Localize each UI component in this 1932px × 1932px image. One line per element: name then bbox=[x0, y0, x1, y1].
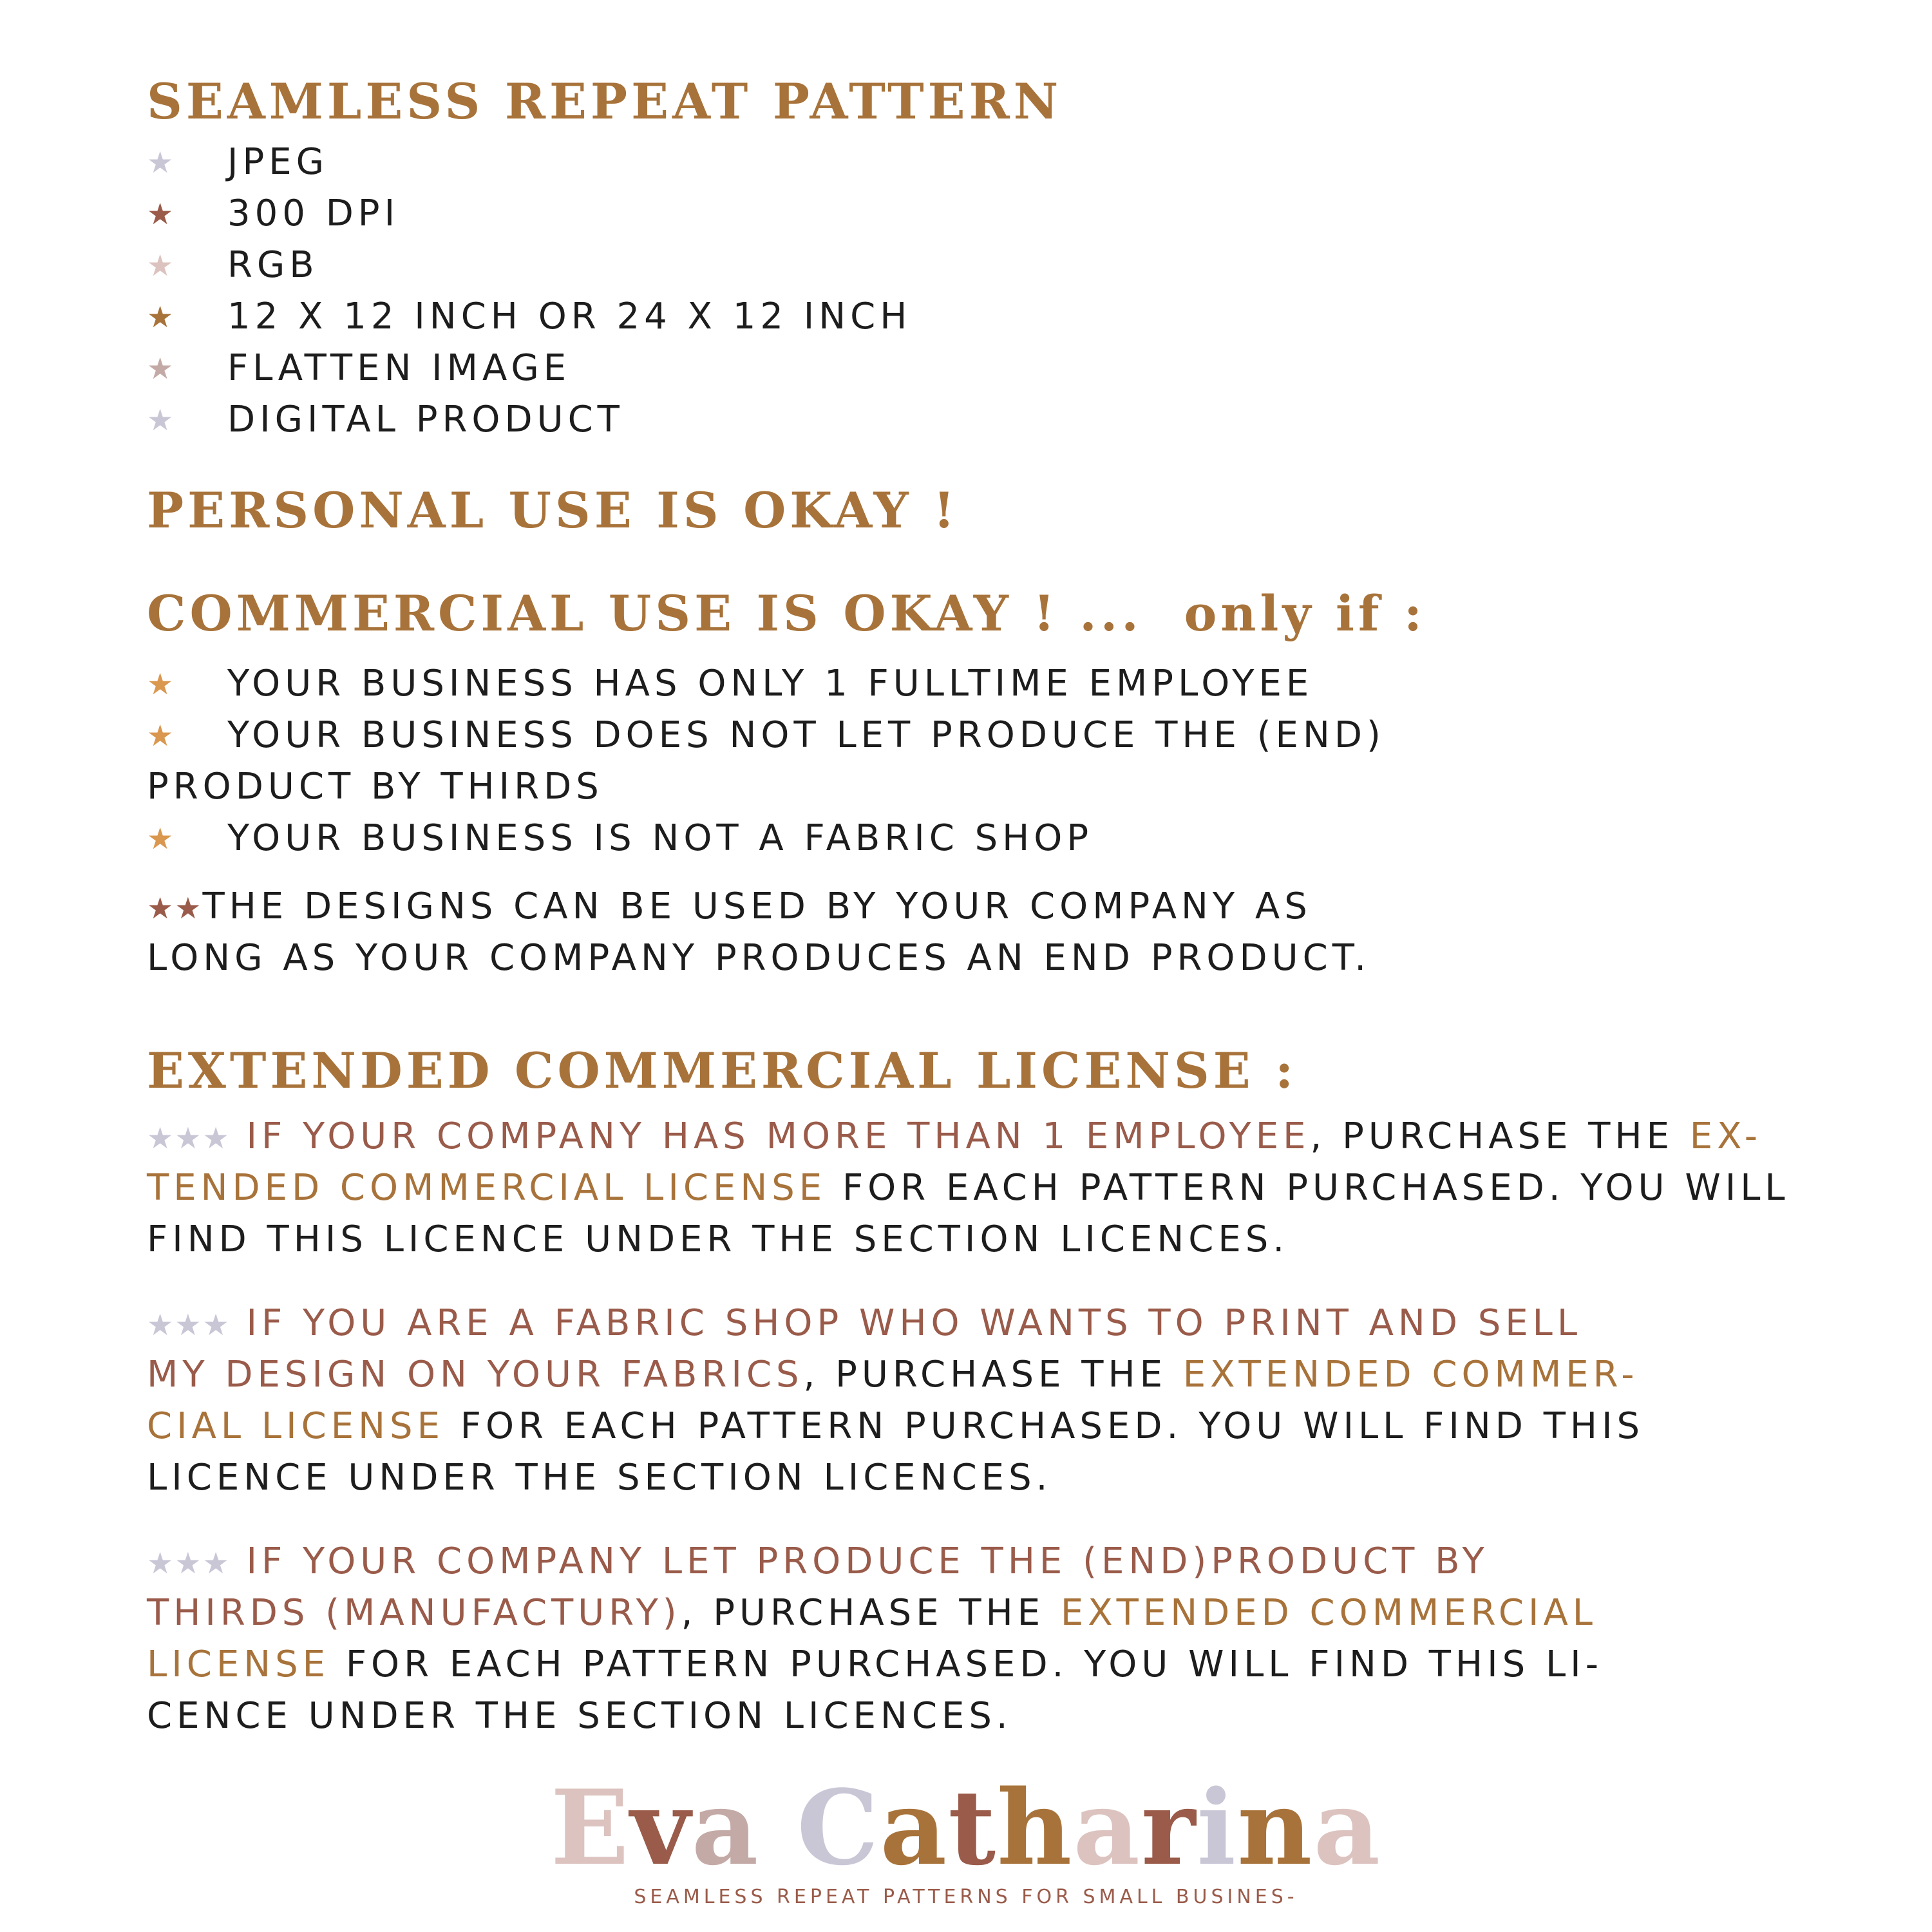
logo-tagline: SEAMLESS REPEAT PATTERNS FOR SMALL BUSINES- bbox=[634, 1886, 1298, 1908]
logo-letter: a bbox=[880, 1767, 949, 1888]
star-icon: ★ bbox=[147, 351, 174, 386]
extended-license-paragraph-2 bbox=[147, 1298, 1886, 1504]
logo-wordmark bbox=[0, 1767, 1932, 1888]
star-icon: ★ bbox=[147, 821, 174, 856]
note-line-2: LONG AS YOUR COMPANY PRODUCES AN END PRODUCT. bbox=[147, 937, 1371, 979]
logo-letter: i bbox=[1197, 1767, 1238, 1888]
star-icon: ★ bbox=[147, 248, 174, 283]
logo-letter: h bbox=[997, 1767, 1074, 1888]
spec-item-label: DIGITAL PRODUCT bbox=[227, 399, 624, 440]
spec-item bbox=[147, 291, 911, 343]
specs-list bbox=[147, 137, 911, 446]
logo-letter: E bbox=[550, 1767, 630, 1888]
logo-letter: a bbox=[1313, 1767, 1382, 1888]
extended-license-paragraph-1 bbox=[147, 1111, 1886, 1265]
star-icon: ★ bbox=[147, 299, 174, 334]
commercial-use-title: COMMERCIAL USE IS OKAY ! ... bbox=[147, 585, 1142, 642]
p3-line-1: ★★★ IF YOUR COMPANY LET PRODUCE THE (END)PRODUCT BY bbox=[147, 1540, 1489, 1582]
spec-item bbox=[147, 343, 911, 394]
condition-item bbox=[147, 658, 1385, 710]
license-info-page bbox=[147, 0, 1886, 1932]
p1-line-2: TENDED COMMERCIAL LICENSE FOR EACH PATTERN PURCHASED. YOU WILL bbox=[147, 1167, 1790, 1209]
brand-logo bbox=[0, 1767, 1932, 1908]
end-product-note bbox=[147, 881, 1886, 984]
logo-letter: a bbox=[691, 1767, 760, 1888]
p3-line-4: CENCE UNDER THE SECTION LICENCES. bbox=[147, 1695, 1012, 1737]
p2-line-2: MY DESIGN ON YOUR FABRICS, PURCHASE THE EXTENDED COMMER- bbox=[147, 1354, 1639, 1396]
logo-letter: n bbox=[1237, 1767, 1314, 1888]
condition-item bbox=[147, 761, 1385, 813]
logo-letter: r bbox=[1141, 1767, 1197, 1888]
spec-item bbox=[147, 394, 911, 446]
logo-letter: v bbox=[630, 1767, 692, 1888]
condition-label: YOUR BUSINESS HAS ONLY 1 FULLTIME EMPLOYEE bbox=[227, 663, 1314, 705]
personal-use-heading: PERSONAL USE IS OKAY ! bbox=[147, 482, 959, 539]
condition-label: YOUR BUSINESS IS NOT A FABRIC SHOP bbox=[227, 817, 1094, 859]
spec-item-label: FLATTEN IMAGE bbox=[227, 347, 571, 389]
spec-item bbox=[147, 137, 911, 188]
star-icon: ★ bbox=[147, 402, 174, 437]
condition-item bbox=[147, 710, 1385, 761]
p1-line-3: FIND THIS LICENCE UNDER THE SECTION LICENCES. bbox=[147, 1218, 1289, 1260]
logo-letter: C bbox=[797, 1767, 880, 1888]
star-icon: ★ bbox=[147, 145, 174, 180]
star-icon: ★ bbox=[147, 196, 174, 231]
spec-item bbox=[147, 240, 911, 291]
commercial-use-heading bbox=[147, 585, 1426, 642]
double-star-icon: ★★ bbox=[147, 891, 203, 925]
commercial-use-suffix: only if : bbox=[1184, 585, 1426, 642]
spec-item-label: 12 X 12 INCH OR 24 X 12 INCH bbox=[227, 296, 912, 337]
p2-line-4: LICENCE UNDER THE SECTION LICENCES. bbox=[147, 1457, 1052, 1499]
condition-label: YOUR BUSINESS DOES NOT LET PRODUCE THE (END) bbox=[227, 714, 1385, 756]
triple-star-icon: ★★★ bbox=[147, 1121, 231, 1155]
triple-star-icon: ★★★ bbox=[147, 1546, 231, 1580]
p2-line-3: CIAL LICENSE FOR EACH PATTERN PURCHASED. YOU WILL FIND THIS bbox=[147, 1405, 1645, 1447]
logo-letter: a bbox=[1073, 1767, 1142, 1888]
extended-license-paragraph-3 bbox=[147, 1536, 1886, 1742]
note-line-1: ★★THE DESIGNS CAN BE USED BY YOUR COMPANY AS bbox=[147, 886, 1312, 927]
spec-item-label: 300 DPI bbox=[227, 193, 400, 234]
extended-license-heading: EXTENDED COMMERCIAL LICENSE : bbox=[147, 1042, 1298, 1099]
p1-line-1: ★★★ IF YOUR COMPANY HAS MORE THAN 1 EMPLOYEE, PURCHASE THE EX- bbox=[147, 1115, 1762, 1157]
spec-item-label: JPEG bbox=[227, 141, 329, 183]
p3-line-2: THIRDS (MANUFACTURY), PURCHASE THE EXTENDED COMMERCIAL bbox=[147, 1592, 1597, 1634]
p2-line-1: ★★★ IF YOU ARE A FABRIC SHOP WHO WANTS TO PRINT AND SELL bbox=[147, 1302, 1582, 1344]
condition-label: PRODUCT BY THIRDS bbox=[147, 766, 603, 808]
spec-item bbox=[147, 188, 911, 240]
star-icon: ★ bbox=[147, 667, 174, 701]
triple-star-icon: ★★★ bbox=[147, 1307, 231, 1342]
condition-item bbox=[147, 813, 1385, 864]
logo-letter bbox=[759, 1767, 797, 1888]
logo-letter: t bbox=[948, 1767, 998, 1888]
p3-line-3: LICENSE FOR EACH PATTERN PURCHASED. YOU WILL FIND THIS LI- bbox=[147, 1643, 1603, 1685]
specs-heading: SEAMLESS REPEAT PATTERN bbox=[147, 73, 1063, 130]
spec-item-label: RGB bbox=[227, 244, 319, 286]
conditions-list bbox=[147, 658, 1385, 864]
star-icon: ★ bbox=[147, 718, 174, 753]
